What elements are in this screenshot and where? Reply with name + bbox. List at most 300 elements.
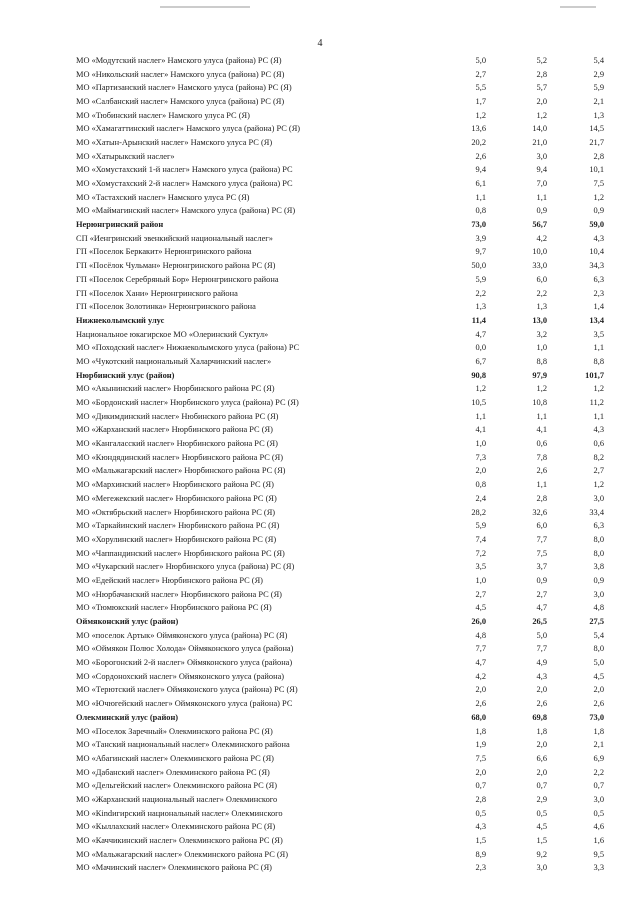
row-name: Нерюнгринский район (76, 220, 164, 230)
row-value-v3: 0,6 (593, 439, 604, 449)
table-row (76, 643, 604, 657)
row-name: МО «Тастахский наслег» Намского улуса РС (Я) (76, 192, 250, 202)
row-value-v1: 1,2 (475, 384, 486, 394)
row-name: МО «Октябрьский наслег» Нюрбинского района РС (Я) (76, 507, 276, 517)
row-value-v3: 0,7 (593, 781, 604, 791)
row-value-v1: 4,2 (475, 671, 486, 681)
row-value-v1: 2,3 (475, 863, 486, 873)
row-value-v2: 0,7 (536, 781, 547, 791)
row-value-v1: 1,5 (475, 836, 486, 846)
district-row (76, 218, 604, 232)
table-row (76, 122, 604, 136)
row-name: МО «Хомустахский 1-й наслег» Намского улуса (района) РС (76, 165, 293, 175)
row-value-v1: 3,5 (475, 562, 486, 572)
row-value-v3: 5,9 (593, 83, 604, 93)
table-row (76, 738, 604, 752)
row-name: МО «Поселок Заречный» Олекминского района РС (Я) (76, 726, 273, 736)
row-value-v2: 13,0 (532, 315, 547, 325)
row-value-v3: 4,6 (593, 822, 604, 832)
row-value-v3: 2,2 (593, 767, 604, 777)
row-value-v3: 2,8 (593, 151, 604, 161)
row-value-v2: 69,8 (532, 712, 547, 722)
row-name: МО «Оймякон Полюс Холода» Оймяконского улуса (района) (76, 644, 294, 654)
row-value-v3: 14,5 (589, 124, 604, 134)
table-row (76, 862, 604, 876)
row-value-v1: 7,5 (475, 753, 486, 763)
scan-artifact (560, 6, 596, 8)
row-value-v1: 0,0 (475, 343, 486, 353)
row-name: МО «Мальжагарский наслег» Нюрбинского района РС (Я) (76, 466, 286, 476)
row-value-v2: 7,7 (536, 534, 547, 544)
row-value-v1: 4,1 (475, 425, 486, 435)
row-value-v3: 8,0 (593, 548, 604, 558)
row-value-v1: 7,4 (475, 534, 486, 544)
row-value-v2: 1,1 (536, 192, 547, 202)
row-value-v2: 0,9 (536, 575, 547, 585)
row-name: МО «Нюрбачанский наслег» Нюрбинского района РС (Я) (76, 589, 282, 599)
row-value-v3: 0,5 (593, 808, 604, 818)
row-value-v2: 1,8 (536, 726, 547, 736)
row-name: МО «Модутский наслег» Намского улуса (района) РС (Я) (76, 55, 282, 65)
row-value-v1: 3,9 (475, 233, 486, 243)
row-value-v3: 5,4 (593, 55, 604, 65)
row-value-v3: 4,3 (593, 233, 604, 243)
table-row (76, 670, 604, 684)
table-row (76, 766, 604, 780)
row-value-v2: 7,5 (536, 548, 547, 558)
table-row (76, 602, 604, 616)
row-name: Оймяконский улус (район) (76, 617, 179, 627)
row-value-v1: 4,7 (475, 329, 486, 339)
table-row (76, 150, 604, 164)
row-value-v3: 3,0 (593, 589, 604, 599)
table-row (76, 410, 604, 424)
table-row (76, 246, 604, 260)
table-row (76, 519, 604, 533)
row-name: МО «Хатын-Арынский наслег» Намского улуса РС (Я) (76, 137, 273, 147)
row-value-v1: 7,3 (475, 452, 486, 462)
row-name: МО «Ючюгейский наслег» Оймяконского улуса (района) РС (76, 699, 293, 709)
table-row (76, 437, 604, 451)
table-body (76, 54, 604, 875)
table-row (76, 300, 604, 314)
row-value-v1: 50,0 (471, 261, 486, 271)
row-value-v3: 5,0 (593, 658, 604, 668)
row-value-v1: 4,7 (475, 658, 486, 668)
row-value-v2: 0,9 (536, 206, 547, 216)
row-value-v2: 3,0 (536, 863, 547, 873)
row-value-v2: 5,7 (536, 83, 547, 93)
row-value-v3: 7,5 (593, 179, 604, 189)
row-value-v2: 4,2 (536, 233, 547, 243)
row-value-v1: 2,2 (475, 288, 486, 298)
district-row (76, 615, 604, 629)
table-row (76, 287, 604, 301)
table-row (76, 478, 604, 492)
table-row (76, 779, 604, 793)
row-value-v2: 2,6 (536, 699, 547, 709)
row-value-v1: 0,5 (475, 808, 486, 818)
row-value-v1: 2,8 (475, 794, 486, 804)
table-row (76, 109, 604, 123)
row-value-v2: 1,2 (536, 110, 547, 120)
row-value-v2: 1,0 (536, 343, 547, 353)
row-value-v1: 0,8 (475, 480, 486, 490)
table-row (76, 506, 604, 520)
row-value-v3: 6,9 (593, 753, 604, 763)
row-value-v1: 2,7 (475, 69, 486, 79)
row-name: Нижнеколымский улус (76, 315, 165, 325)
row-name: ГП «Поселок Беркакит» Нерюнгринского района (76, 247, 252, 257)
row-value-v2: 3,2 (536, 329, 547, 339)
row-value-v3: 2,7 (593, 466, 604, 476)
row-value-v1: 1,1 (475, 411, 486, 421)
table-row (76, 191, 604, 205)
row-value-v2: 4,5 (536, 822, 547, 832)
row-value-v3: 73,0 (589, 712, 604, 722)
table-row (76, 588, 604, 602)
row-value-v2: 2,0 (536, 740, 547, 750)
table-row (76, 574, 604, 588)
row-value-v1: 2,7 (475, 589, 486, 599)
row-value-v2: 33,0 (532, 261, 547, 271)
row-value-v1: 7,2 (475, 548, 486, 558)
table-row (76, 834, 604, 848)
row-name: МО «поселок Артык» Оймяконского улуса (района) РС (Я) (76, 630, 288, 640)
row-value-v3: 3,3 (593, 863, 604, 873)
row-value-v2: 5,2 (536, 55, 547, 65)
row-value-v3: 10,1 (589, 165, 604, 175)
table-row (76, 821, 604, 835)
row-value-v2: 6,0 (536, 521, 547, 531)
row-value-v3: 2,1 (593, 740, 604, 750)
row-value-v2: 7,8 (536, 452, 547, 462)
data-table (76, 54, 604, 875)
row-value-v1: 1,9 (475, 740, 486, 750)
row-value-v3: 3,8 (593, 562, 604, 572)
row-name: МО «Хомустахский 2-й наслег» Намского улуса (района) РС (76, 179, 293, 189)
row-value-v3: 2,3 (593, 288, 604, 298)
row-value-v1: 1,3 (475, 302, 486, 312)
row-value-v3: 3,0 (593, 794, 604, 804)
row-value-v3: 8,0 (593, 644, 604, 654)
row-value-v3: 1,4 (593, 302, 604, 312)
row-value-v1: 1,8 (475, 726, 486, 736)
row-value-v2: 6,6 (536, 753, 547, 763)
row-value-v2: 2,6 (536, 466, 547, 476)
row-value-v2: 97,9 (532, 370, 547, 380)
row-value-v3: 1,3 (593, 110, 604, 120)
row-value-v3: 59,0 (589, 220, 604, 230)
row-value-v1: 26,0 (471, 617, 486, 627)
row-value-v3: 9,5 (593, 849, 604, 859)
row-value-v1: 28,2 (471, 507, 486, 517)
row-name: МО «Дабанский наслег» Олекминского района РС (Я) (76, 767, 270, 777)
table-row (76, 656, 604, 670)
row-name: МО «Хатырыкский наслег» (76, 151, 175, 161)
table-row (76, 383, 604, 397)
row-name: МО «Терютский наслег» Оймяконского улуса (района) РС (Я) (76, 685, 298, 695)
row-name: МО «Хорулинский наслег» Нюрбинского района РС (Я) (76, 534, 277, 544)
row-value-v2: 6,0 (536, 274, 547, 284)
row-value-v3: 1,1 (593, 411, 604, 421)
row-value-v2: 10,8 (532, 398, 547, 408)
row-value-v3: 1,6 (593, 836, 604, 846)
row-value-v2: 21,0 (532, 137, 547, 147)
row-value-v1: 11,4 (471, 315, 486, 325)
table-row (76, 95, 604, 109)
row-value-v3: 21,7 (589, 137, 604, 147)
row-value-v2: 7,7 (536, 644, 547, 654)
table-row (76, 136, 604, 150)
row-value-v1: 4,8 (475, 630, 486, 640)
row-value-v3: 5,4 (593, 630, 604, 640)
row-value-v3: 2,1 (593, 96, 604, 106)
row-value-v3: 1,2 (593, 384, 604, 394)
district-row (76, 711, 604, 725)
row-value-v1: 5,9 (475, 274, 486, 284)
row-name: МО «Каччикинский наслег» Олекминского района РС (Я) (76, 836, 283, 846)
row-name: МО «Таркайинский наслег» Нюрбинского района РС (Я) (76, 521, 280, 531)
row-value-v1: 9,7 (475, 247, 486, 257)
row-value-v1: 73,0 (471, 220, 486, 230)
row-value-v1: 5,5 (475, 83, 486, 93)
table-row (76, 629, 604, 643)
table-row (76, 533, 604, 547)
table-row (76, 273, 604, 287)
district-row (76, 369, 604, 383)
scan-artifact (160, 6, 250, 8)
row-name: МО «Бордонский наслег» Нюрбинского улуса (района) РС (Я) (76, 398, 299, 408)
row-name: МО «Абагинский наслег» Олекминского района РС (Я) (76, 753, 274, 763)
row-value-v1: 13,6 (471, 124, 486, 134)
row-value-v2: 14,0 (532, 124, 547, 134)
row-value-v3: 3,5 (593, 329, 604, 339)
table-row (76, 205, 604, 219)
row-value-v1: 10,5 (471, 398, 486, 408)
table-row (76, 684, 604, 698)
row-value-v3: 0,9 (593, 575, 604, 585)
row-name: МО «Чукотский национальный Халарчинский наслег» (76, 356, 272, 366)
table-row (76, 752, 604, 766)
row-value-v3: 11,2 (589, 398, 604, 408)
row-value-v2: 10,0 (532, 247, 547, 257)
row-name: МО «Едейский наслег» Нюрбинского района РС (Я) (76, 575, 263, 585)
row-value-v1: 8,9 (475, 849, 486, 859)
table-row (76, 697, 604, 711)
table-row (76, 328, 604, 342)
row-value-v1: 2,0 (475, 685, 486, 695)
row-value-v1: 2,6 (475, 699, 486, 709)
row-value-v2: 2,2 (536, 288, 547, 298)
row-value-v1: 6,1 (475, 179, 486, 189)
row-value-v3: 8,0 (593, 534, 604, 544)
row-name: МО «Кангаласский наслег» Нюрбинского района РС (Я) (76, 439, 278, 449)
row-value-v3: 8,8 (593, 356, 604, 366)
row-value-v1: 2,0 (475, 466, 486, 476)
row-value-v1: 0,7 (475, 781, 486, 791)
row-value-v2: 4,1 (536, 425, 547, 435)
row-value-v2: 32,6 (532, 507, 547, 517)
row-value-v2: 3,0 (536, 151, 547, 161)
table-row (76, 547, 604, 561)
row-value-v3: 3,0 (593, 493, 604, 503)
table-row (76, 68, 604, 82)
row-value-v1: 1,2 (475, 110, 486, 120)
row-value-v2: 8,8 (536, 356, 547, 366)
row-value-v1: 20,2 (471, 137, 486, 147)
row-value-v2: 4,3 (536, 671, 547, 681)
row-name: Нюрбинский улус (район) (76, 370, 175, 380)
row-value-v1: 0,8 (475, 206, 486, 216)
table-row (76, 560, 604, 574)
table-row (76, 232, 604, 246)
row-value-v2: 1,3 (536, 302, 547, 312)
row-value-v3: 1,1 (593, 343, 604, 353)
table-row (76, 492, 604, 506)
row-name: МО «Борогонский 2-й наслег» Оймяконского улуса (района) (76, 658, 293, 668)
row-name: МО «Жарханский национальный наслег» Олекминского (76, 794, 278, 804)
row-value-v3: 1,2 (593, 192, 604, 202)
row-name: МО «Никольский наслег» Намского улуса (района) РС (Я) (76, 69, 285, 79)
row-value-v2: 0,6 (536, 439, 547, 449)
row-value-v2: 4,7 (536, 603, 547, 613)
row-value-v3: 1,8 (593, 726, 604, 736)
table-row (76, 793, 604, 807)
row-value-v1: 1,0 (475, 575, 486, 585)
row-value-v2: 2,0 (536, 767, 547, 777)
row-value-v2: 56,7 (532, 220, 547, 230)
row-value-v1: 2,4 (475, 493, 486, 503)
row-name: ГП «Поселок Серебряный Бор» Нерюнгринского района (76, 274, 279, 284)
row-value-v3: 34,3 (589, 261, 604, 271)
row-name: МО «Танский национальный наслег» Олекминского района (76, 740, 290, 750)
row-name: Олекминский улус (район) (76, 712, 179, 722)
table-row (76, 465, 604, 479)
row-name: МО «Кыллахский наслег» Олекминского района РС (Я) (76, 822, 276, 832)
row-name: МО «Сордонохский наслег» Оймяконского улуса (района) (76, 671, 285, 681)
row-value-v1: 7,7 (475, 644, 486, 654)
row-value-v1: 9,4 (475, 165, 486, 175)
row-value-v3: 0,9 (593, 206, 604, 216)
row-value-v2: 2,8 (536, 69, 547, 79)
row-name: МО «Мегежекский наслег» Нюрбинского района РС (Я) (76, 493, 277, 503)
row-value-v1: 1,7 (475, 96, 486, 106)
row-name: СП «Иенгринский эвенкийский национальный наслег» (76, 233, 273, 243)
row-name: МО «Хамагаттинский наслег» Намского улуса (района) РС (Я) (76, 124, 301, 134)
row-value-v2: 2,0 (536, 96, 547, 106)
row-name: МО «Дикимдинский наслег» Нюбинского района РС (Я) (76, 411, 279, 421)
row-value-v2: 4,9 (536, 658, 547, 668)
row-value-v3: 1,2 (593, 480, 604, 490)
row-value-v3: 2,0 (593, 685, 604, 695)
row-value-v2: 2,9 (536, 794, 547, 804)
row-name: МО «Жарханский наслег» Нюрбинского района РС (Я) (76, 425, 273, 435)
row-value-v2: 1,5 (536, 836, 547, 846)
row-value-v3: 33,4 (589, 507, 604, 517)
row-value-v3: 101,7 (585, 370, 604, 380)
row-value-v3: 6,3 (593, 521, 604, 531)
row-value-v1: 2,0 (475, 767, 486, 777)
row-name: МО «Дельгейский наслег» Олекминского района РС (Я) (76, 781, 278, 791)
row-value-v2: 1,1 (536, 480, 547, 490)
row-value-v2: 9,2 (536, 849, 547, 859)
row-value-v1: 5,9 (475, 521, 486, 531)
row-value-v1: 1,1 (475, 192, 486, 202)
row-name: Национальное юкагирское МО «Олеринский Суктул» (76, 329, 269, 339)
row-value-v3: 27,5 (589, 617, 604, 627)
row-value-v3: 4,5 (593, 671, 604, 681)
row-name: МО «Маймагинский наслег» Намского улуса (района) РС (Я) (76, 206, 296, 216)
district-row (76, 314, 604, 328)
table-row (76, 424, 604, 438)
table-row (76, 848, 604, 862)
row-name: ГП «Поселок Золотинка» Нерюнгринского района (76, 302, 256, 312)
row-name: МО «Акынинский наслег» Нюрбинского района РС (Я) (76, 384, 275, 394)
row-value-v2: 5,0 (536, 630, 547, 640)
table-row (76, 81, 604, 95)
table-row (76, 54, 604, 68)
table-row (76, 807, 604, 821)
row-name: МО «Мачинский наслег» Олекминского района РС (Я) (76, 863, 272, 873)
row-name: ГП «Посёлок Чульман» Нерюнгринского района РС (Я) (76, 261, 276, 271)
row-value-v3: 2,9 (593, 69, 604, 79)
row-value-v1: 68,0 (471, 712, 486, 722)
row-value-v2: 1,1 (536, 411, 547, 421)
row-name: МО «Салбанский наслег» Намского улуса (района) РС (Я) (76, 96, 285, 106)
table-row (76, 355, 604, 369)
row-name: МО «Тюмюкский наслег» Нюрбинского района РС (Я) (76, 603, 272, 613)
table-row (76, 396, 604, 410)
row-value-v3: 10,4 (589, 247, 604, 257)
row-value-v2: 0,5 (536, 808, 547, 818)
row-value-v2: 9,4 (536, 165, 547, 175)
row-value-v2: 2,8 (536, 493, 547, 503)
row-value-v1: 2,6 (475, 151, 486, 161)
row-name: МО «Кindигирский национальный наслег» Олекминского (76, 808, 283, 818)
row-value-v2: 2,0 (536, 685, 547, 695)
row-value-v1: 1,0 (475, 439, 486, 449)
table-row (76, 259, 604, 273)
table-row (76, 177, 604, 191)
row-name: МО «Тюбинский наслег» Намского улуса РС (Я) (76, 110, 250, 120)
row-name: МО «Мальжагарский наслег» Олекминского района РС (Я) (76, 849, 289, 859)
page-number: 4 (317, 38, 323, 49)
row-value-v1: 4,5 (475, 603, 486, 613)
row-value-v1: 6,7 (475, 356, 486, 366)
row-name: МО «Походский наслег» Нижнеколымского улуса (района) РС (76, 343, 300, 353)
row-value-v2: 1,2 (536, 384, 547, 394)
row-value-v3: 4,3 (593, 425, 604, 435)
row-value-v1: 4,3 (475, 822, 486, 832)
row-value-v3: 8,2 (593, 452, 604, 462)
row-name: МО «Кюндядинский наслег» Нюрбинского района РС (Я) (76, 452, 284, 462)
row-value-v3: 13,4 (589, 315, 604, 325)
row-value-v2: 26,5 (532, 617, 547, 627)
row-value-v3: 6,3 (593, 274, 604, 284)
row-name: МО «Мархинский наслег» Нюрбинского района РС (Я) (76, 480, 274, 490)
table-row (76, 725, 604, 739)
row-name: МО «Чукарский наслег» Нюрбинского улуса (района) РС (Я) (76, 562, 295, 572)
table-row (76, 164, 604, 178)
row-value-v3: 4,8 (593, 603, 604, 613)
table-row (76, 341, 604, 355)
row-value-v2: 7,0 (536, 179, 547, 189)
row-name: МО «Чаппандинский наслег» Нюрбинского района РС (Я) (76, 548, 285, 558)
row-value-v2: 3,7 (536, 562, 547, 572)
row-value-v2: 2,7 (536, 589, 547, 599)
row-name: МО «Партизанский наслег» Намского улуса (района) РС (Я) (76, 83, 292, 93)
